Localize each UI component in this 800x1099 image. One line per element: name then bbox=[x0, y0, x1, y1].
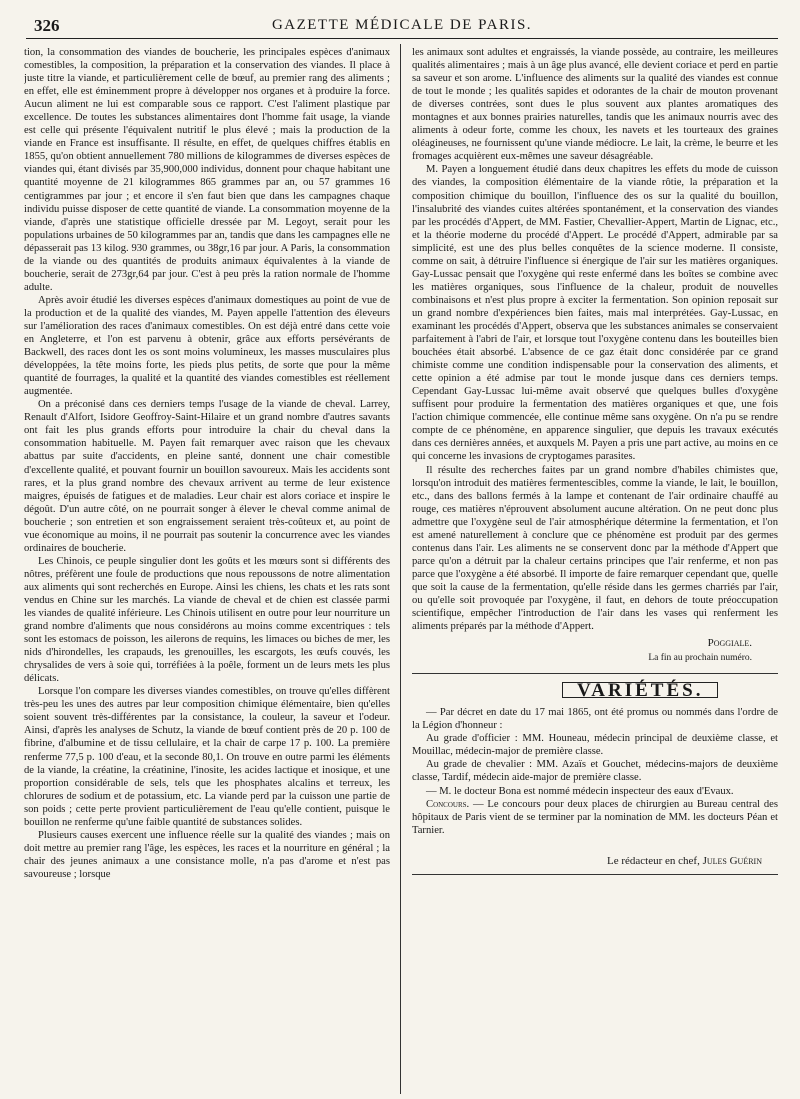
journal-title: GAZETTE MÉDICALE DE PARIS. bbox=[271, 17, 533, 33]
page-header bbox=[26, 14, 778, 39]
news-item: — M. le docteur Bona est nommé médecin inspecteur des eaux d'Evaux. bbox=[426, 785, 734, 797]
news-item: Au grade d'officier : MM. Houneau, médecin principal de deuxième classe, et Mouillac, médecin-major de première classe. bbox=[412, 733, 778, 758]
column-divider bbox=[400, 44, 401, 1094]
concours-item bbox=[412, 798, 778, 837]
varietes-title: VARIÉTÉS. bbox=[562, 682, 718, 698]
left-column bbox=[24, 46, 390, 1091]
paragraph: On a préconisé dans ces derniers temps l'usage de la viande de cheval. Larrey, Renault d'Alfort, Isidore Geoffroy-Saint-Hilaire et un grand nombre d'autres savants ont fait les plus grands efforts pour introduire la chair du cheval dans la consommation habituelle. M. Payen fait remarquer avec raison que les chevaux abattus par suite d'accidents, en pleine santé, donnent une chair comestible d'excellente qualité, et pouvant fournir un bouillon savoureux. Mais les accidents sont rares, et la plus grand nombre des chevaux arrivent au terme de leur existence maigres, épuisés de fatigues et de maladies. Leur chair est alors coriace et inspire le dégoût. D'un autre côté, on ne pourrait songer à élever le cheval comme animal de boucherie ; son entretien et son engraissement seraient très-coûteux et, au point de vue économique au moins, il ne pourrait pas soutenir la concurrence avec les viandes ordinaires de boucherie. bbox=[24, 399, 390, 554]
concours-label: Concours. bbox=[426, 798, 470, 810]
paragraph: Les Chinois, ce peuple singulier dont les goûts et les mœurs sont si différents des nôtres, préfèrent une foule de productions que nous repoussons de notre alimentation aux aliments qui sont recherchés en Europe. Ainsi les chiens, les chats et les rats sont vendus en Chine sur les marchés. La viande de cheval et de chien est classée parmi les viandes de qualité inférieure. Les Chinois utilisent en outre pour leur nourriture un grand nombre d'aliments que nous considérons au moins comme excentriques : tels sont les estomacs de poisson, les ailerons de requins, les limaces ou biches de mer, les nids d'hirondelles, les crapauds, les grenouilles, les escargots, les œufs couvés, les chrysalides de vers à soie qui, torréfiées à la poêle, forment un de leurs mets les plus délicats. bbox=[24, 555, 390, 685]
section-divider bbox=[412, 673, 778, 674]
paragraph: Plusieurs causes exercent une influence réelle sur la qualité des viandes ; mais on doit mettre au premier rang l'âge, les espèces, les races et la nourriture en général ; la chair des jeunes animaux a une consistance molle, n'a pas d'arome et n'est pas savoureuse ; lorsque bbox=[24, 829, 390, 880]
paragraph: Après avoir étudié les diverses espèces d'animaux domestiques au point de vue de la production et de la qualité des viandes, M. Payen appelle l'attention des éleveurs sur l'amélioration des races d'animaux comestibles. On est déjà entré dans cette voie en Angleterre, et l'on est parvenu à obtenir, grâce aux efforts persévérants de Backwell, des races dont les os sont moins volumineux, les masses musculaires plus développées, la tête moins forte, les pieds plus petits, de sorte que pour la même quantité de fourrages, la qualité et la quantité des viandes comestibles est réellement augmentée. bbox=[24, 294, 390, 398]
author-signature: Poggiale. bbox=[707, 637, 752, 650]
continuation-note: La fin au prochain numéro. bbox=[648, 653, 752, 664]
news-item: Au grade de chevalier : MM. Azaïs et Gouchet, médecins-majors de deuxième classe, Tardif, médecin aide-major de première classe. bbox=[412, 759, 778, 784]
paragraph: Lorsque l'on compare les diverses viandes comestibles, on trouve qu'elles diffèrent très-peu les unes des autres par leur composition chimique élémentaire, bien qu'elles soient souvent très-différentes par la consistance, la couleur, la saveur et l'odeur. Ainsi, d'après les analyses de Schutz, la viande de bœuf contient près de 20 p. 100 de fibrine, d'albumine et de tissu cellulaire, et la chair de carpe 17 p. 100. La première renferme 77,5 p. 100 d'eau, et la seconde 80,1. On trouve en outre parmi les éléments de la viande, la créatine, la créatinine, l'inosite, les acides lactique et inosique, et une proportion considérable de sels, tels que les phosphates alcalins et terreux, les chlorures de sodium et de potassium, etc. La viande perd par la cuisson une partie de son poids ; cette perte provient particulièrement de l'eau qu'elle contient, puisque le bouillon ne renferme qu'une faible quantité de substances solides. bbox=[24, 686, 390, 828]
paragraph: tion, la consommation des viandes de boucherie, les principales espèces d'animaux comestibles, la composition, la préparation et la conservation des viandes. Il place à juste titre la viande, et particulièrement celle de bœuf, au premier rang des aliments ; en effet, elle est éminemment propre à développer nos organes et à produire la force. Aucun aliment ne lui est comparable sous ce rapport. C'est l'aliment plastique par excellence. De toutes les substances alimentaires dont l'homme fait usage, la viande est celle qui présente l'équivalent nutritif le plus élevé ; mais la production de la viande en France est insuffisante. Il résulte, en effet, de quelques chiffres établis en 1855, qu'on obtient annuellement 780 millions de kilogrammes de diverses espèces de viandes qui, étant divisés par 35,900,000 individus, donnent pour chaque habitant une quantité moyenne de 21 kilogrammes 865 grammes par an, ou 57 grammes 16 centigrammes par jour ; et encore il s'en faut bien que dans les campagnes chaque individu puisse disposer de cette quantité de viande. La consommation moyenne de la viande, d'après une statistique officielle dressée par M. Legoyt, serait pour les populations urbaines de 50 kilogrammes par an, tandis que dans les campagnes elle ne dépasserait pas 13 kilog. 930 grammes, ou 38gr,16 par jour. A Paris, la consommation de la viande ou des quantités de produits animaux équivalentes à la viande de boucherie, serait de 273gr,64 par jour. C'est à peu près la ration normale de l'homme adulte. bbox=[24, 47, 390, 293]
editor-line bbox=[412, 855, 778, 868]
paragraph: M. Payen a longuement étudié dans deux chapitres les effets du mode de cuisson des viandes, la composition élémentaire de la viande rôtie, la préparation et la composition chimique du bouillon, l'influence des os sur la qualité du bouillon, l'insalubrité des viandes cuites altérées spontanément, et la conservation des viandes par les procédés d'Appert, de MM. Fastier, Chevallier-Appert, Martin de Lignac, etc., et la théorie moderne du procédé d'Appert. Le procédé d'Appert, admirable par sa simplicité, est une des plus belles conquêtes de la science moderne. Il consiste, comme on sait, à détruire l'influence si énergique de l'air sur les matières organiques. Gay-Lussac pensait que l'oxygène qui reste enfermé dans les boîtes se combine avec les matières organiques, sous l'influence de la chaleur, produit de nouvelles combinaisons et n'est plus propre à exciter la fermentation. Son opinion reposait sur un grand nombre d'expériences bien faites, mais mal interprétées. Gay-Lussac, en examinant les procédés d'Appert, observa que les substances animales se conservaient parfaitement à l'abri de l'air, et lorsque tout l'oxygène contenu dans les bouteilles bien bouchées était absorbé. L'absence de ce gaz était donc considérée par ce grand chimiste comme une condition indispensable pour la conservation des aliments, et cette opinion a été admise par tout le monde jusque dans ces derniers temps. Cependant Gay-Lussac lui-même avait observé que quelques bulles d'oxygène suffisent pour produire la fermentation des matières organiques et que, une fois l'action chimique commencée, elle continue même sans oxygène. On n'a pu se rendre compte de ce phénomène, en apparence singulier, que depuis les travaux exécutés dans ces dernières années, et auxquels M. Payen a pris une part active, au moins en ce qui concerne les invasions de cryptogames parasites. bbox=[412, 164, 778, 463]
concours-text: — Le concours pour deux places de chirurgien au Bureau central des hôpitaux de Paris vient de se terminer par la nomination de MM. les docteurs Péan et Tarnier. bbox=[412, 798, 778, 836]
paragraph: Il résulte des recherches faites par un grand nombre d'habiles chimistes que, lorsqu'on introduit des matières fermentescibles, comme la viande, le lait, le bouillon, etc., dans des ballons fermés à la lampe et contenant de l'air ordinaire chauffé au rouge, ces matières n'éprouvent absolument aucune altération. On ne peut donc plus admettre que l'oxygène seul de l'air atmosphérique détermine la fermentation, et l'on est amené naturellement à conclure que ce phénomène est produit par des germes contenus dans l'air. Les aliments ne se conservent donc par la méthode d'Appert que parce qu'on a détruit par la chaleur certains principes que l'air renferme, et non pas parce que l'oxygène a été absorbé. Il importe de faire remarquer cependant que, quelle que soit la cause de la fermentation, qu'elle réside dans les germes charriés par l'air, ou qu'elle soit provoquée par l'oxygène, il faut, en dehors de toute préoccupation scientifique, empêcher l'introduction de l'air dans les vases qui renferment les aliments préparés par la méthode d'Appert. bbox=[412, 464, 778, 633]
paragraph: les animaux sont adultes et engraissés, la viande possède, au contraire, les meilleures qualités alimentaires ; mais à un âge plus avancé, elle devient coriace et perd en partie sa saveur et son arome. L'influence des aliments sur la qualité des viandes est connue de tout le monde ; les qualités sapides et odorantes de la chair de mouton provenant de diverses contrées, sont dues le plus souvent aux plantes aromatiques des montagnes et aux bonnes prairies naturelles, tandis que les animaux nourris avec des aliments à odeur forte, comme les choux, les navets et les tourteaux des graines oléagineuses, ne fournissent qu'une viande médiocre. Le lait, la crème, le beurre et les fromages acquièrent eux-mêmes une saveur désagréable. bbox=[412, 47, 778, 163]
news-item: — Par décret en date du 17 mai 1865, ont été promus ou nommés dans l'ordre de la Légion d'honneur : bbox=[412, 707, 778, 732]
varietes-heading bbox=[412, 682, 778, 700]
page-number: 326 bbox=[34, 16, 60, 35]
bottom-rule bbox=[412, 874, 778, 875]
editor-name: Jules Guérin bbox=[702, 854, 762, 867]
right-column bbox=[412, 46, 778, 875]
editor-prefix: Le rédacteur en chef, bbox=[607, 854, 703, 867]
